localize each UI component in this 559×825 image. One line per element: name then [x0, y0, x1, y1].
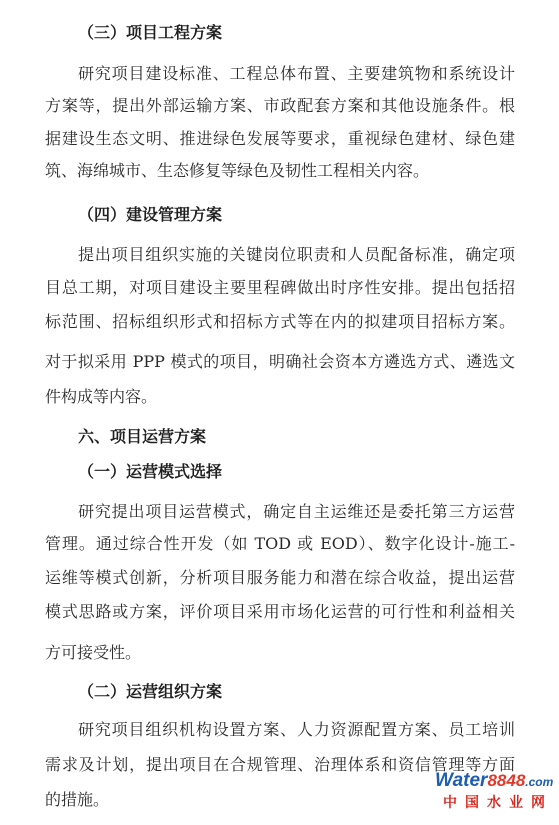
paragraph-line: 目总工期，对项目建设主要里程碑做出时序性安排。提出包括招	[45, 278, 515, 297]
paragraph-line: 方案等，提出外部运输方案、市政配套方案和其他设施条件。根	[45, 96, 515, 115]
section-heading: （二）运营组织方案	[78, 682, 223, 701]
watermark-brand-number: 8848	[487, 771, 526, 790]
paragraph-line: 模式思路或方案，评价项目采用市场化运营的可行性和利益相关	[45, 602, 515, 621]
paragraph-line: 的措施。	[45, 790, 110, 809]
watermark-site-name: 中国水业网	[443, 794, 553, 810]
watermark-brand-water: Water	[435, 770, 488, 791]
watermark-brand	[435, 770, 553, 792]
watermark-logo	[435, 770, 553, 812]
paragraph-line: 需求及计划，提出项目在合规管理、治理体系和资信管理等方面	[45, 755, 515, 774]
chapter-heading: 六、项目运营方案	[78, 427, 207, 446]
paragraph-line: 筑、海绵城市、生态修复等绿色及韧性工程相关内容。	[45, 161, 430, 180]
section-heading: （四）建设管理方案	[78, 205, 223, 224]
paragraph-line: 据建设生态文明、推进绿色发展等要求，重视绿色建材、绿色建	[45, 129, 515, 148]
paragraph-line: 研究提出项目运营模式，确定自主运维还是委托第三方运营	[78, 502, 515, 521]
section-heading: （三）项目工程方案	[78, 23, 223, 42]
paragraph-line: 管理。通过综合性开发（如 TOD 或 EOD）、数字化设计-施工-	[45, 534, 515, 553]
paragraph-line: 件构成等内容。	[45, 387, 158, 406]
paragraph-line: 提出项目组织实施的关键岗位职责和人员配备标准，确定项	[78, 245, 515, 264]
paragraph-line: 标范围、招标组织形式和招标方式等在内的拟建项目招标方案。	[45, 312, 515, 331]
watermark-brand-domain: .com	[525, 775, 554, 789]
section-heading: （一）运营模式选择	[78, 462, 223, 481]
paragraph-line: 研究项目组织机构设置方案、人力资源配置方案、员工培训	[78, 720, 515, 739]
paragraph-line: 运维等模式创新，分析项目服务能力和潜在综合收益，提出运营	[45, 568, 515, 587]
paragraph-line: 研究项目建设标准、工程总体布置、主要建筑物和系统设计	[78, 64, 515, 83]
paragraph-line: 对于拟采用 PPP 模式的项目，明确社会资本方遴选方式、遴选文	[45, 352, 515, 371]
paragraph-line: 方可接受性。	[45, 643, 142, 662]
